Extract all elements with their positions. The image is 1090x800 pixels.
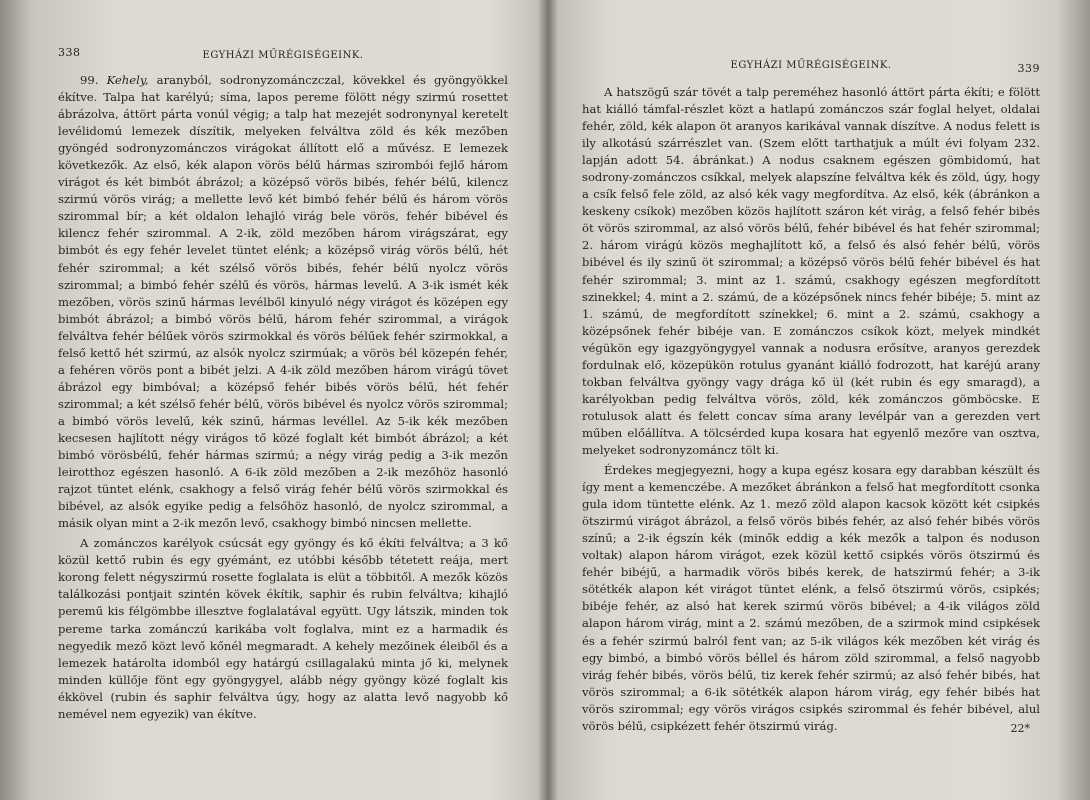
right-page — [548, 0, 1090, 800]
right-page-header — [582, 48, 1040, 75]
right-paragraph-2: Érdekes megjegyezni, hogy a kupa egész kosara egy darabban készült és így ment a kemenczébe. A mezőket ábránkon a felső hat megfordított csonka gula idom tüntette elénk. Az 1. mező zöld alapon kacsok között két csipkés ötszirmú virágot ábrázol, a felső vörös bibés fehér, az alsó fehér bibés vörös színű; a 2-ik égszín kék (minők eddig a kék mezők a talpon és noduson voltak) alapon három virágot, ezek közül kettő csipkés vörös ötszirmú és fehér bibéjű, a harmadik vörös bibés kerek, de hatszirmú fehér; a 3-ik sötétkék alapon két virágot tüntet elénk, a felső ötszirmú vörös, csipkés; bibéje fehér, az alsó hat kerek szirmú vörös bibével; a 4-ik világos zöld alapon három virág, mint a 2. számú mezőben, de a szirmok mind csipkések és a fehér szirmú balról fent van; az 5-ik világos kék mezőben két virág és egy bimbó, a bimbó vörös béllel és három zöld szirommal, a felső nagyobb virág fehér bibés, vörös bélű, tiz kerek fehér szirmú; az alsó fehér bibés, hat vörös szirommal; a 6-ik sötétkék alapon három virág, egy fehér bibés hat vörös szirommal; egy vörös virágos csipkés szirommal és fehér bibével, alul vörös bélű, csipkézett fehér ötszirmú virág. — [582, 463, 1040, 733]
left-page-header — [58, 46, 508, 68]
left-paragraph-2: A zománczos karélyok csúcsát egy gyöngy és kő ékíti felváltva; a 3 kő közül kettő rubin és egy gyémánt, ez utóbbi később tétetett reája, mert korong felett négyszirmú rosette foglalata is elüt a többitől. A mezők közös találkozási pontjait szintén kövek ékítik, saphir és rubin felváltva; kihajló peremű kis félgömbbe illesztve foglalatával együtt. Ugy látszik, minden tok pereme tarka zománczú karikába volt foglalva, mint ez a harmadik és negyedik mező közt levő kőnél megmaradt. A kehely mezőinek éleiből és a lemezek határolta idomból egy határgú csillagalakú minta jő ki, melynek minden küllője fönt egy gyöngygyel, alább négy gyöngy közé foglalt kis ékkövel (rubin és saphir felváltva úgy, hogy az alatta levő nagyobb kő nemével nem egyezik) van ékítve. — [58, 536, 508, 721]
left-paragraph-1-text: aranyból, sodronyzománczczal, kövekkel és gyöngyökkel ékítve. Talpa hat karélyú; síma, lapos pereme fölött négy szirmú rosettet ábrázolva, áttört párta vonúl végig; a talp hat mezejét sodronynyal keretelt levélidomú lemezek díszítik, melyeken felváltva zöld és kék mezőben gyöngéd sodronyzománczos virágokat állított elő a művész. E lemezek következők. Az első, kék alapon vörös bélű hármas szirombói fejlő három virágot és két bimbót ábrázol; a középső vörös bibés, fehér bélű, kilencz szirmú vörös virág; a mellette levő két bimbó fehér bélű és három vörös szirommal bír; a két oldalon lehajló virág bele vörös, fehér bibével és kilencz fehér szirommal. A 2-ik, zöld mezőben három virágszárat, egy bimbót és egy fehér levelet tüntet elénk; a középső virág vörös bélű, hét fehér szirommal; a két szélső vörös bibés, fehér bélű nyolcz vörös szirommal; a bimbó fehér szélű és vörös, hármas levelű. A 3-ik ismét kék mezőben, vörös szinű hármas levélből kinyuló négy virágot és középen egy bimbót ábrázol; a bimbó vörös bélű, három fehér szirommal, a virágok felváltva fehér bélűek vörös szirmokkal és vörös bélűek fehér szirmokkal, a felső kettő hét szirmú, az alsók nyolcz szirmúak; a vörös bél közepén fehér, a fehéren vörös pont a bibét jelzi. A 4-ik zöld mezőben három virágú tövet ábrázol egy bimbóval; a középső fehér bibés vörös bélű, hét fehér szirommal; a két szélső fehér bélű, vörös bibével és nyolcz vörös szirommal; a bimbó vörös levelű, kék szinű, hármas levéllel. Az 5-ik kék mezőben kecsesen hajlított négy virágos tő közé foglalt két bimbót ábrázol; a két bimbó vörösbélű, fehér hármas szirmú; a négy virág pedig a 3-ik mezőn leirotthoz egészen hasonló. A 6-ik zöld mezőben a 2-ik mezőhöz hasonló rajzot tüntet elénk, csakhogy a felső virág fehér bélű vörös szirmokkal és bibével, az alsók egyike pedig a felsőhöz hasonló, de nyolcz szirommal, a másik olyan mint a 2-ik mezőn levő, csakhogy bimbó nincsen mellette. — [58, 73, 509, 531]
signature-mark: 22* — [1010, 722, 1030, 735]
right-paragraph-1: A hatszögű szár tövét a talp pereméhez hasonló áttört párta ékíti; e fölött hat kiálló támfal-részlet közt a hatlapú zománczos szár foglal helyet, oldalai fehér, zöld, kék alapon öt aranyos karikával vannak díszítve. A nodus felett is ily alkotású szárrészlet van. (Szem előtt tarthatjuk a múlt évi folyam 232. lapján adott 54. ábránkat.) A nodus csaknem egészen gömbidomú, hat sodrony-zománczos csíkkal, melyek alapszíne felváltva kék és zöld, úgy, hogy a csík felső fele zöld, az alsó kék vagy megfordítva. Az első, kék (ábránkon a keskeny csíkok) mezőben közös hajlított száron két virág, a felső fehér bibés öt vörös szirommal, az alsó vörös bélű, fehér bibével és hat fehér szirommal; 2. három virágú közös meghajlított kő, a felső és alsó fehér bélű, vörös bibével és ily szinű öt szirommal; a középső vörös bélű fehér bibével és hat fehér szirommal; 3. mint az 1. számú, csakhogy egészen megfordított szinekkel; 4. mint a 2. számú, de a középsőnek nincs fehér bibéje; 5. mint az 1. számú, de megfordított színekkel; 6. mint a 2. számú, csakhogy a középsőnek fehér bibéje van. E zománczos csíkok közt, melyek mindkét végükön egy igazgyöngygyel vannak a nodusra erősítve, aranyos gerezdek fordulnak elő, közepükön rotulus gyanánt kiálló fodrozott, hat karéjú arany tokban felváltva gyöngy vagy drága kő ül (két rubin és egy smaragd), a karélyokban pedig felváltva vörös, zöld, kék zománczos gömböcske. E rotulusok alatt és felett concav síma arany levélpár van a gerezden vert műben előállítva. A tölcsérded kupa kosara hat egyenlő mezőre van osztva, melyeket sodronyzománcz tölt ki. — [582, 85, 1040, 457]
left-page-body — [58, 72, 508, 723]
right-running-head: EGYHÁZI MŰRÉGISÉGEINK. — [730, 60, 892, 71]
left-page-number: 338 — [58, 46, 81, 59]
left-running-head: EGYHÁZI MŰRÉGISÉGEINK. — [202, 50, 364, 61]
left-paragraph-1 — [58, 72, 508, 532]
item-title: Kehely, — [106, 73, 149, 87]
left-page — [0, 0, 538, 800]
item-number: 99. — [80, 73, 99, 87]
right-page-body — [582, 84, 1040, 735]
right-page-number: 339 — [1017, 62, 1040, 75]
